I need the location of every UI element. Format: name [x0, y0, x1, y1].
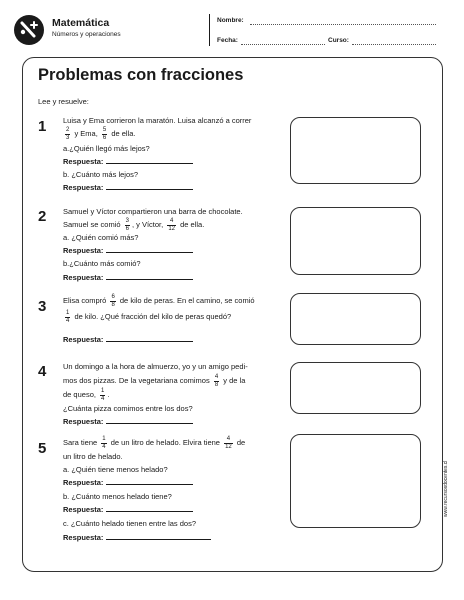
answer-line[interactable]: Respuesta:: [63, 478, 193, 487]
question: b. ¿Cuánto más lejos?: [63, 170, 139, 179]
website-credit: www.recursosdocentes.cl: [443, 460, 449, 517]
question: b. ¿Cuánto menos helado tiene?: [63, 492, 172, 501]
question: ¿Cuánta pizza comimos entre los dos?: [63, 404, 193, 413]
question: a.¿Quién llegó más lejos?: [63, 144, 150, 153]
course-field[interactable]: [352, 44, 436, 45]
answer-line[interactable]: Respuesta:: [63, 273, 193, 282]
problem-number: 5: [38, 440, 47, 457]
logo: [14, 15, 44, 45]
fraction: $\frac{5}{6}$: [102, 127, 107, 141]
course-label: Curso:: [328, 37, 349, 44]
instruction: Lee y resuelve:: [38, 97, 89, 106]
fraction: $\frac{1}{4}$: [102, 436, 106, 450]
math-logo-icon: [14, 15, 44, 45]
name-label: Nombre:: [217, 17, 244, 24]
problem-text: Samuel y Víctor compartieron una barra de chocolate.: [63, 207, 243, 216]
problem-text: $\frac{1}{4}$ de kilo. ¿Qué fracción del kilo de peras quedó?: [66, 310, 232, 324]
problem-number: 3: [38, 298, 47, 315]
problem-text: Un domingo a la hora de almuerzo, yo y un amigo pedi-: [63, 362, 248, 371]
fraction: $\frac{3}{6}$: [125, 218, 129, 232]
date-field[interactable]: [241, 44, 325, 45]
answer-line[interactable]: Respuesta:: [63, 183, 193, 192]
answer-box[interactable]: [290, 207, 421, 275]
date-label: Fecha:: [217, 37, 238, 44]
problem-text: Elisa compró $\frac{6}{8}$ de kilo de peras. En el camino, se comió: [63, 294, 255, 308]
answer-line[interactable]: Respuesta:: [63, 157, 193, 166]
problem-text: $\frac{2}{3}$ y Ema, $\frac{5}{6}$ de ella.: [66, 127, 136, 141]
problem-text: mos dos pizzas. De la vegetariana comimos $\frac{4}{8}$ y de la: [63, 374, 246, 388]
question: b.¿Cuánto más comió?: [63, 259, 141, 268]
problem-number: 4: [38, 363, 47, 380]
answer-line[interactable]: Respuesta:: [63, 417, 193, 426]
answer-box[interactable]: [290, 362, 421, 414]
answer-line[interactable]: Respuesta:: [63, 533, 211, 542]
header-divider: [209, 14, 210, 46]
name-field[interactable]: [250, 24, 436, 25]
answer-line[interactable]: Respuesta:: [63, 505, 193, 514]
answer-box[interactable]: [290, 293, 421, 345]
fraction: $\frac{4}{12}$: [168, 218, 176, 232]
problem-text: Samuel se comió $\frac{3}{6}$ , y Víctor, $\frac{4}{12}$ de ella.: [63, 218, 205, 232]
problem-number: 2: [38, 208, 47, 225]
fraction: $\frac{6}{8}$: [111, 294, 115, 308]
answer-box[interactable]: [290, 117, 421, 184]
answer-line[interactable]: Respuesta:: [63, 335, 193, 344]
problem-number: 1: [38, 118, 47, 135]
question: c. ¿Cuánto helado tienen entre las dos?: [63, 519, 197, 528]
problem-text: de queso, $\frac{1}{4}$ .: [63, 388, 110, 402]
question: a. ¿Quién tiene menos helado?: [63, 465, 168, 474]
answer-box[interactable]: [290, 434, 421, 528]
page-title: Problemas con fracciones: [38, 66, 244, 84]
problem-text: un litro de helado.: [63, 452, 123, 461]
problem-text: Sara tiene $\frac{1}{4}$ de un litro de helado. Elvira tiene $\frac{4}{12}$ de: [63, 436, 246, 450]
subject-title: Matemática: [52, 17, 110, 29]
answer-line[interactable]: Respuesta:: [63, 246, 193, 255]
fraction: $\frac{4}{12}$: [225, 436, 232, 450]
fraction: $\frac{1}{4}$: [66, 310, 70, 324]
fraction: $\frac{1}{4}$: [101, 388, 105, 402]
question: a. ¿Quién comió más?: [63, 233, 139, 242]
problem-text: Luisa y Ema corrieron la maratón. Luisa alcanzó a correr: [63, 116, 252, 125]
fraction: $\frac{4}{8}$: [214, 374, 219, 388]
topic-subtitle: Números y operaciones: [52, 31, 121, 38]
fraction: $\frac{2}{3}$: [66, 127, 70, 141]
